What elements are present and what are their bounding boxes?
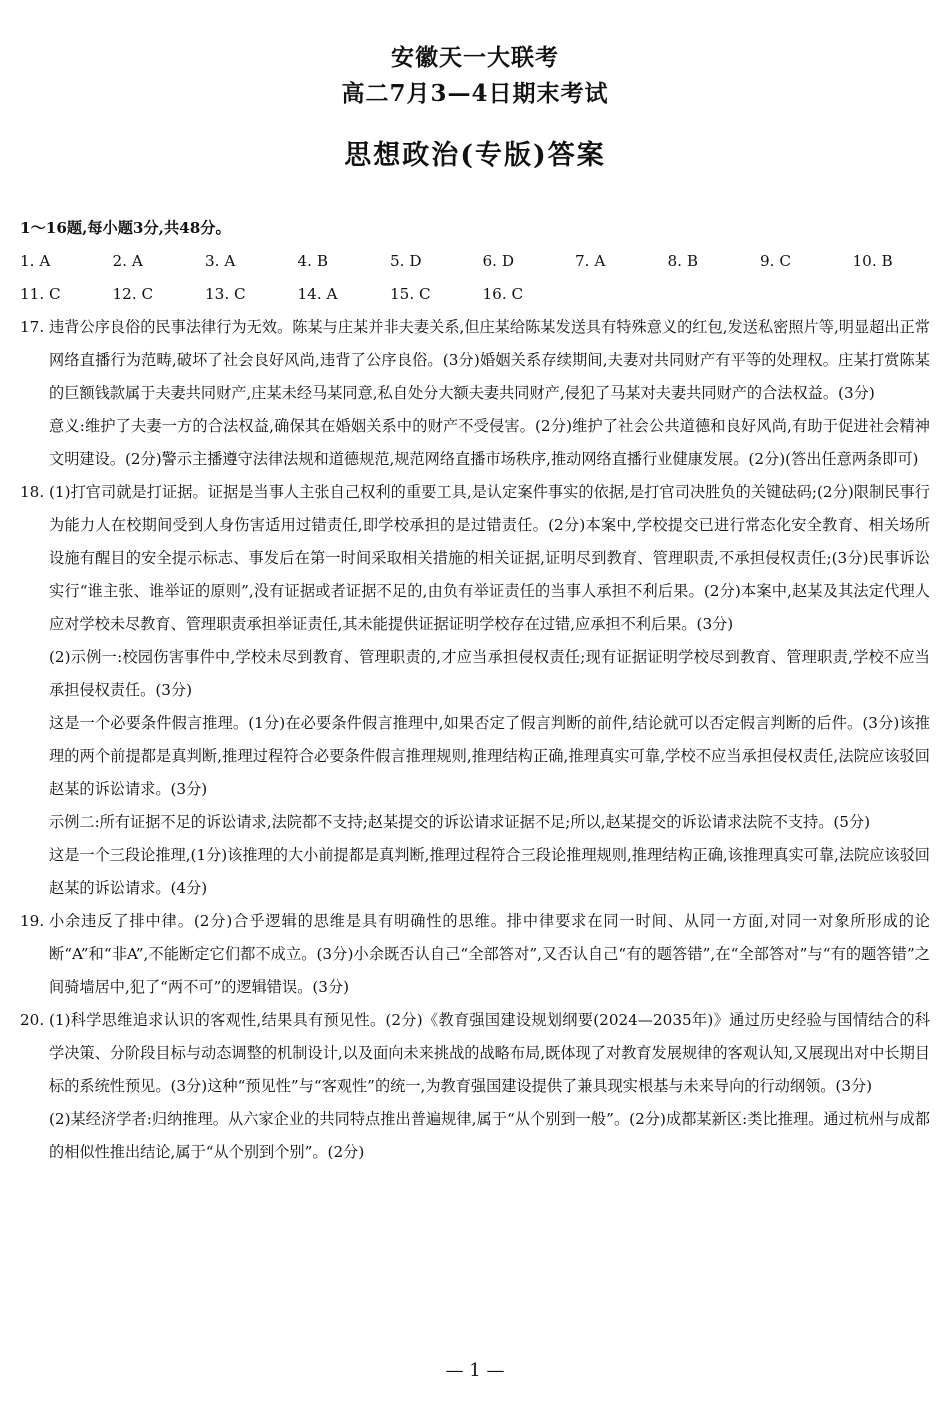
answer-paragraph: 这是一个必要条件假言推理。(1分)在必要条件假言推理中,如果否定了假言判断的前件,结论就可以否定假言判断的后件。(3分)该推理的两个前提都是真判断,推理过程符合必要条件假言推理规则,推理结构正确,推理真实可靠,学校不应当承担侵权责任,法院应该驳回赵某的诉讼请求。(3分) bbox=[49, 714, 930, 798]
answer-paragraph: (2)某经济学者:归纳推理。从六家企业的共同特点推出普遍规律,属于“从个别到一般”。(2分)成都某新区:类比推理。通过杭州与成都的相似性推出结论,属于“从个别到个别”。(2分) bbox=[49, 1110, 930, 1161]
mc-answer: 8. B bbox=[667, 252, 698, 270]
question-number: 19. bbox=[20, 912, 45, 930]
header bbox=[0, 40, 950, 176]
mc-answer: 16. C bbox=[482, 285, 524, 303]
answer-paragraph: 小余违反了排中律。(2分)合乎逻辑的思维是具有明确性的思维。排中律要求在同一时间、从同一方面,对同一对象所形成的论断“A”和“非A”,不能断定它们都不成立。(3分)小余既否认自己“全部答对”,又否认自己“有的题答错”,在“全部答对”与“有的题答错”之间骑墙居中,犯了“两不可”的逻辑错误。(3分) bbox=[49, 912, 930, 996]
answer-paragraph: (2)示例一:校园伤害事件中,学校未尽到教育、管理职责的,才应当承担侵权责任;现有证据证明学校尽到教育、管理职责,学校不应当承担侵权责任。(3分) bbox=[49, 648, 930, 699]
answer-paragraph: 这是一个三段论推理,(1分)该推理的大小前提都是真判断,推理过程符合三段论推理规则,推理结构正确,该推理真实可靠,法院应该驳回赵某的诉讼请求。(4分) bbox=[49, 846, 930, 897]
exam-org: 安徽天一大联考 bbox=[391, 44, 559, 71]
mc-answer: 7. A bbox=[575, 252, 606, 270]
mc-answer-row bbox=[20, 278, 930, 311]
mc-answer: 13. C bbox=[205, 285, 246, 303]
mc-answer-row bbox=[20, 245, 930, 278]
mc-answer: 5. D bbox=[390, 252, 422, 270]
mc-answer: 2. A bbox=[112, 252, 143, 270]
mc-answer: 9. C bbox=[760, 252, 791, 270]
mc-answer: 12. C bbox=[112, 285, 154, 303]
page-title: 思想政治(专版)答案 bbox=[344, 140, 606, 171]
mc-section-title: 1～16题,每小题3分,共48分。 bbox=[20, 219, 231, 237]
answer-paragraph: 违背公序良俗的民事法律行为无效。陈某与庄某并非夫妻关系,但庄某给陈某发送具有特殊意义的红包,发送私密照片等,明显超出正常网络直播行为范畴,破坏了社会良好风尚,违背了公序良俗。(3分)婚姻关系存续期间,夫妻对共同财产有平等的处理权。庄某打赏陈某的巨额钱款属于夫妻共同财产,庄某未经马某同意,私自处分大额夫妻共同财产,侵犯了马某对夫妻共同财产的合法权益。(3分) bbox=[49, 318, 930, 402]
answer-paragraph: (1)打官司就是打证据。证据是当事人主张自己权利的重要工具,是认定案件事实的依据,是打官司决胜负的关键砝码;(2分)限制民事行为能力人在校期间受到人身伤害适用过错责任,即学校承担的是过错责任。(2分)本案中,学校提交已进行常态化安全教育、相关场所设施有醒目的安全提示标志、事发后在第一时间采取相关措施的相关证据,证明尽到教育、管理职责,不承担侵权责任;(3分)民事诉讼实行“谁主张、谁举证的原则”,没有证据或者证据不足的,由负有举证责任的当事人承担不利后果。(2分)本案中,赵某及其法定代理人应对学校未尽教育、管理职责承担举证责任,其未能提供证据证明学校存在过错,应承担不利后果。(3分) bbox=[49, 483, 930, 633]
mc-answer: 1. A bbox=[20, 252, 51, 270]
answer-paragraph: (1)科学思维追求认识的客观性,结果具有预见性。(2分)《教育强国建设规划纲要(2024—2035年)》通过历史经验与国情结合的科学决策、分阶段目标与动态调整的机制设计,以及面向未来挑战的战略布局,既体现了对教育发展规律的客观认知,又展现出对中长期目标的系统性预见。(3分)这种“预见性”与“客观性”的统一,为教育强国建设提供了兼具现实根基与未来导向的行动纲领。(3分) bbox=[49, 1011, 930, 1095]
question-17-answer bbox=[20, 311, 930, 476]
answer-paragraph: 示例二:所有证据不足的诉讼请求,法院都不支持;赵某提交的诉讼请求证据不足;所以,赵某提交的诉讼请求法院不支持。(5分) bbox=[49, 813, 871, 831]
mc-answer: 6. D bbox=[482, 252, 514, 270]
mc-answer: 11. C bbox=[20, 285, 61, 303]
mc-answer: 14. A bbox=[297, 285, 338, 303]
page-number: — 1 — bbox=[445, 1360, 505, 1381]
question-number: 17. bbox=[20, 318, 45, 336]
question-18-answer bbox=[20, 476, 930, 905]
mc-answer: 10. B bbox=[852, 252, 893, 270]
answer-paragraph: 意义:维护了夫妻一方的合法权益,确保其在婚姻关系中的财产不受侵害。(2分)维护了社会公共道德和良好风尚,有助于促进社会精神文明建设。(2分)警示主播遵守法律法规和道德规范,规范网络直播市场秩序,推动网络直播行业健康发展。(2分)(答出任意两条即可) bbox=[49, 417, 930, 468]
answer-content bbox=[20, 212, 930, 1169]
question-20-answer bbox=[20, 1004, 930, 1169]
mc-answer: 3. A bbox=[205, 252, 236, 270]
question-number: 18. bbox=[20, 483, 45, 501]
exam-name: 高二7月3—4日期末考试 bbox=[341, 80, 609, 107]
question-19-answer bbox=[20, 905, 930, 1004]
mc-answer: 4. B bbox=[297, 252, 328, 270]
mc-answer: 15. C bbox=[390, 285, 431, 303]
question-number: 20. bbox=[20, 1011, 45, 1029]
